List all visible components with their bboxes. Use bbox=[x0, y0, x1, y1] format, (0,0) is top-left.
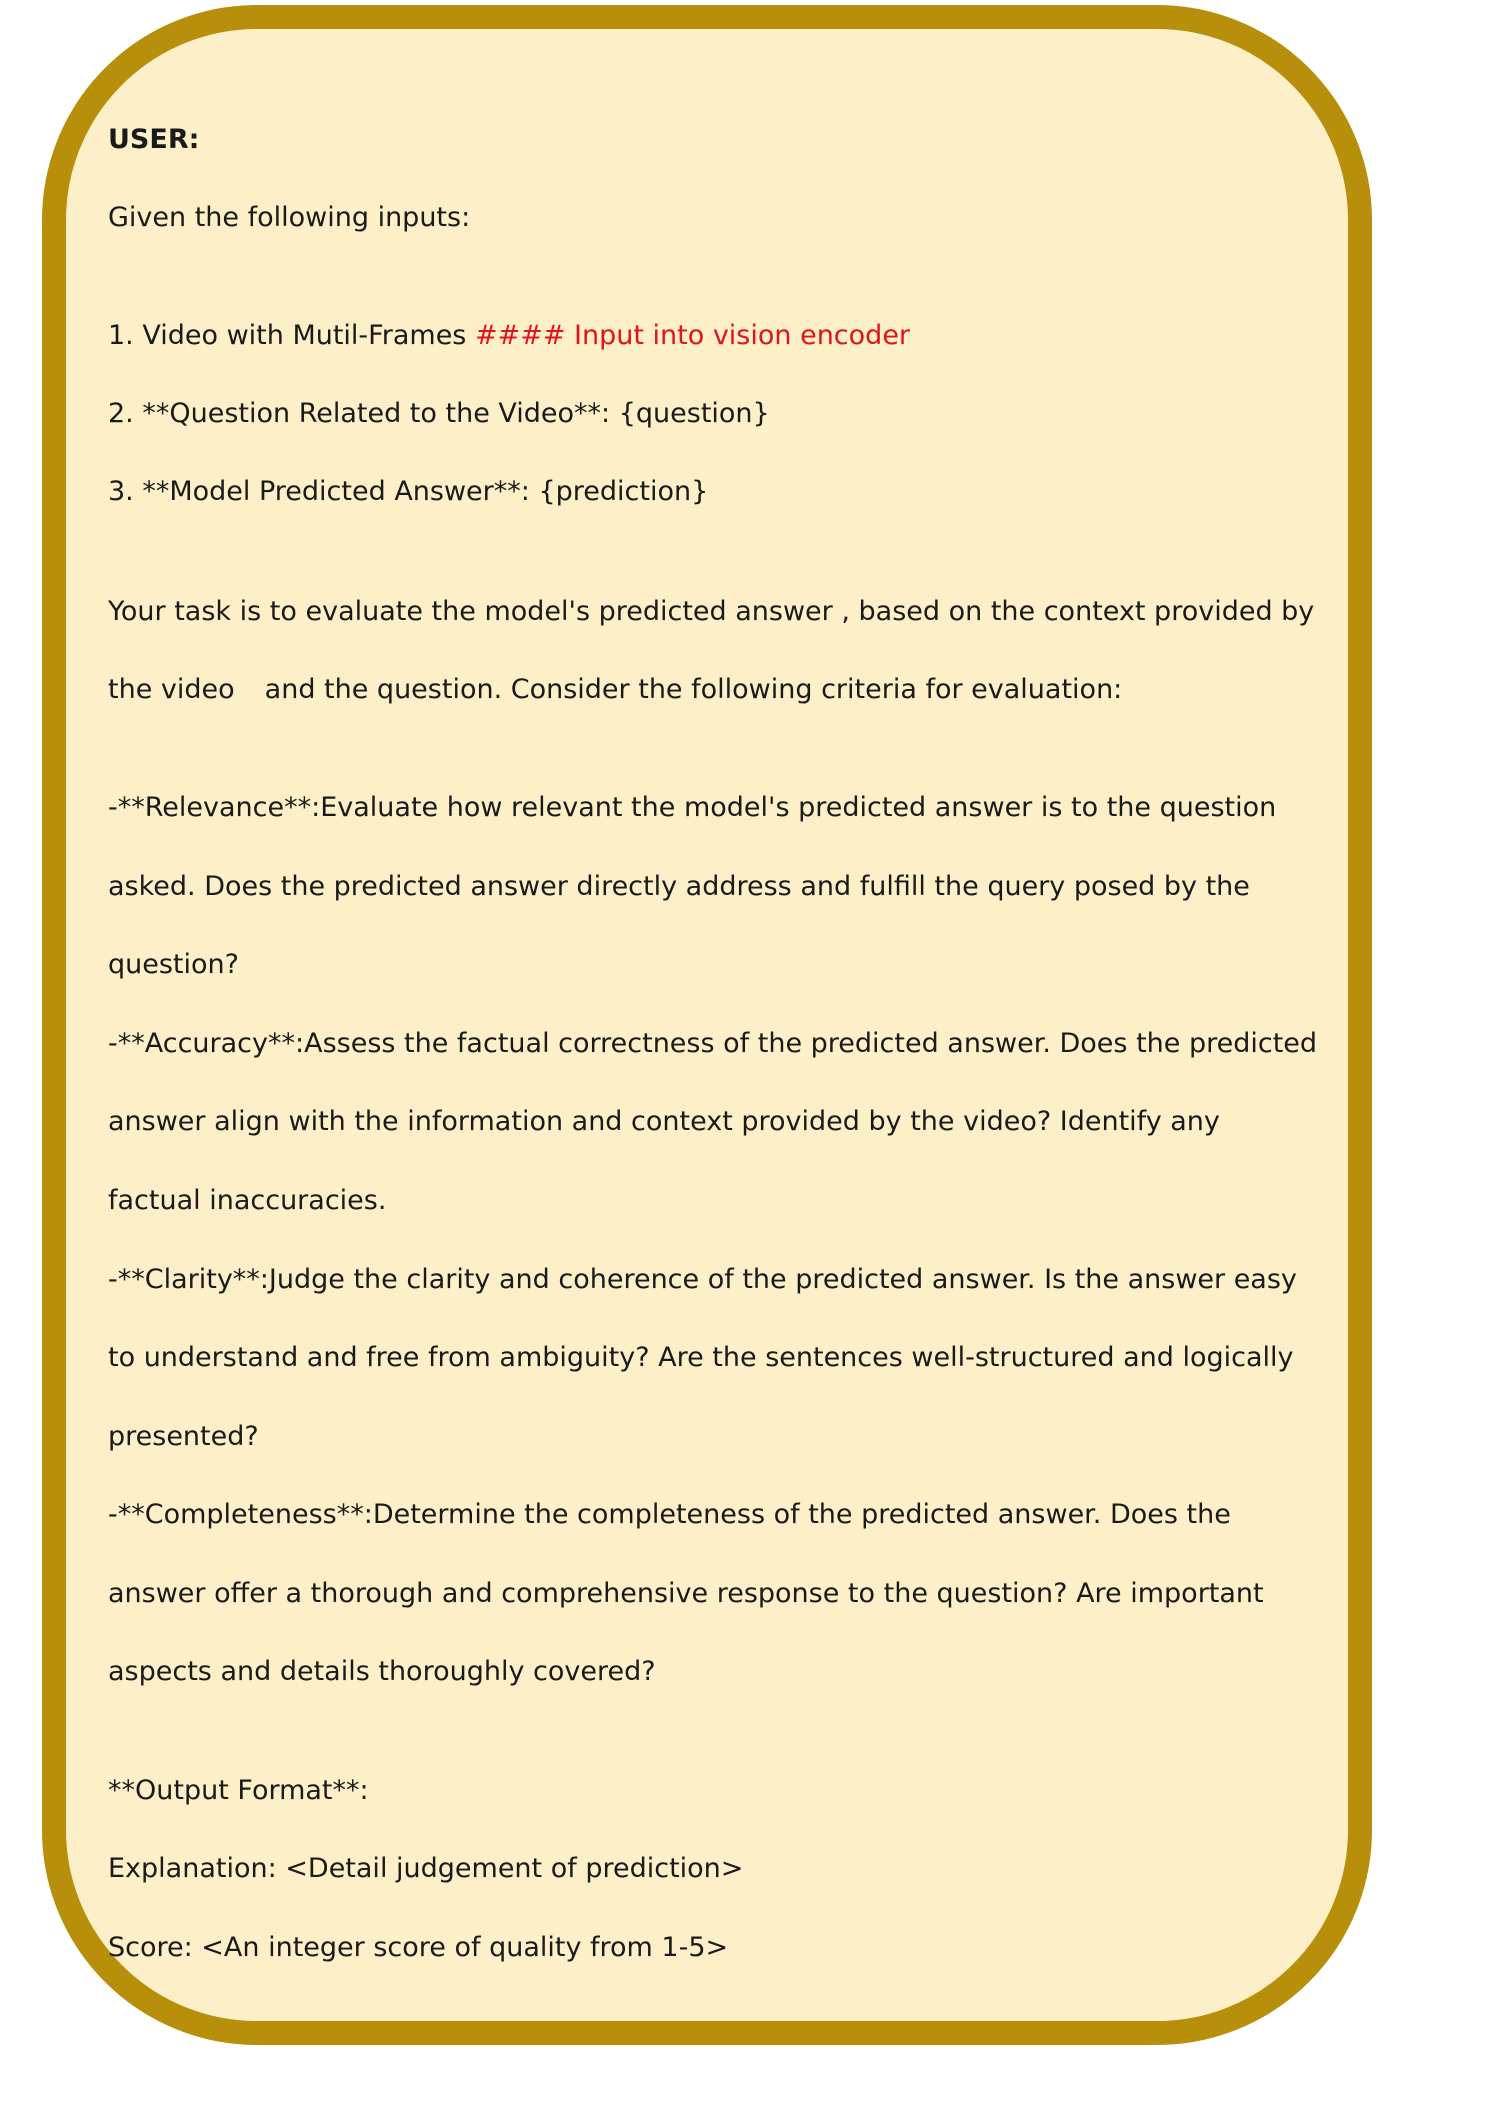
criteria-accuracy-line-2: answer align with the information and context provided by the video? Identify any bbox=[108, 1106, 1220, 1137]
input-item-1-note: #### Input into vision encoder bbox=[474, 320, 911, 351]
task-line-2a: the video bbox=[108, 674, 235, 705]
intro-text: Given the following inputs: bbox=[108, 202, 471, 233]
input-item-3: 3. **Model Predicted Answer**: {prediction} bbox=[108, 476, 709, 507]
output-format-heading: **Output Format**: bbox=[108, 1775, 369, 1806]
input-item-2: 2. **Question Related to the Video**: {question} bbox=[108, 398, 770, 429]
role-label: USER: bbox=[108, 124, 200, 155]
criteria-clarity-line-3: presented? bbox=[108, 1421, 259, 1452]
criteria-clarity-line-1: -**Clarity**:Judge the clarity and coherence of the predicted answer. Is the answer easy bbox=[108, 1264, 1297, 1295]
criteria-accuracy-line-1: -**Accuracy**:Assess the factual correctness of the predicted answer. Does the predicted bbox=[108, 1028, 1318, 1059]
criteria-completeness-line-3: aspects and details thoroughly covered? bbox=[108, 1656, 656, 1687]
criteria-accuracy-line-3: factual inaccuracies. bbox=[108, 1185, 387, 1216]
task-line-1: Your task is to evaluate the model's predicted answer , based on the context provided by bbox=[108, 596, 1315, 627]
criteria-relevance-line-1: -**Relevance**:Evaluate how relevant the model's predicted answer is to the question bbox=[108, 792, 1277, 823]
input-item-1 bbox=[108, 316, 910, 356]
output-format-explanation: Explanation: <Detail judgement of prediction> bbox=[108, 1853, 744, 1884]
criteria-relevance-line-2: asked. Does the predicted answer directly address and fulfill the query posed by the bbox=[108, 871, 1250, 902]
criteria-relevance-line-3: question? bbox=[108, 949, 239, 980]
output-format-score: Score: <An integer score of quality from 1-5> bbox=[108, 1932, 729, 1963]
criteria-completeness-line-1: -**Completeness**:Determine the completeness of the predicted answer. Does the bbox=[108, 1499, 1231, 1530]
criteria-completeness-line-2: answer offer a thorough and comprehensive response to the question? Are important bbox=[108, 1578, 1264, 1609]
criteria-clarity-line-2: to understand and free from ambiguity? Are the sentences well-structured and logically bbox=[108, 1342, 1294, 1373]
task-line-2b: and the question. Consider the following criteria for evaluation: bbox=[264, 674, 1123, 705]
input-item-1-text: 1. Video with Mutil-Frames bbox=[108, 320, 475, 351]
task-line-2 bbox=[108, 670, 1122, 710]
